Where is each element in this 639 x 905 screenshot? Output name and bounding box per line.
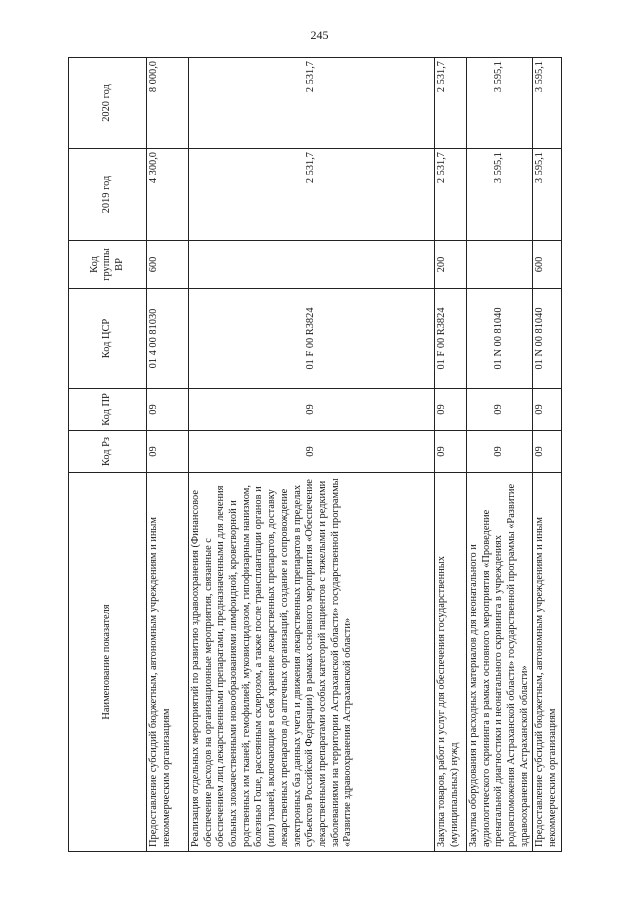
row-pr: 09 xyxy=(147,389,189,431)
row-2020: 2 531,7 xyxy=(189,58,435,149)
header-csr: Код ЦСР xyxy=(69,289,147,389)
row-2019: 4 300,0 xyxy=(147,149,189,241)
row-csr: 01 N 00 81040 xyxy=(533,289,561,389)
row-name: Закупка товаров, работ и услуг для обеспечения государственных (муниципальных) нужд xyxy=(435,473,467,852)
table-row xyxy=(533,58,561,852)
row-pr: 09 xyxy=(435,389,467,431)
row-vr: 600 xyxy=(147,241,189,289)
budget-table xyxy=(68,57,562,852)
table-row xyxy=(467,58,533,852)
header-rz: Код Рз xyxy=(69,431,147,473)
row-pr: 09 xyxy=(533,389,561,431)
row-name: Реализация отдельных мероприятий по развитию здравоохранения (Финансовое обеспечение расходов на организационные мероприятия, связанные с обеспечением лиц лекарственными препаратами, предназначенными для лечения больных злокачественными новообразованиями лимфоидной, кроветворной и родственных им тканей, гемофилией, муковисцидозом, гипофизарным нанизмом, болезнью Гоше, рассеянным склерозом, а также после трансплантации органов и (или) тканей, включающие в себя хранение лекарственных препаратов, доставку лекарственных препаратов до аптечных организаций, создание и сопровождение электронных баз данных учета и движения лекарственных препаратов в пределах субъектов Российской Федерации) в рамках основного мероприятия «Обеспечение лекарственными препаратами особых категорий пациентов с тяжелыми и редкими заболеваниями на территории Астраханской области» государственной программы «Развитие здравоохранения Астраханской области» xyxy=(189,473,435,852)
table-row xyxy=(147,58,189,852)
row-2020: 8 000,0 xyxy=(147,58,189,149)
header-name: Наименование показателя xyxy=(69,473,147,852)
row-vr: 600 xyxy=(533,241,561,289)
row-2019: 3 595,1 xyxy=(533,149,561,241)
row-csr: 01 F 00 R3824 xyxy=(189,289,435,389)
table-row xyxy=(189,58,435,852)
row-csr: 01 4 00 81030 xyxy=(147,289,189,389)
row-2019: 2 531,7 xyxy=(435,149,467,241)
row-name: Предоставление субсидий бюджетным, автономным учреждениям и иным некоммерческим организациям xyxy=(533,473,561,852)
row-name: Закупка оборудования и расходных материалов для неонатального и аудиологического скрининга в рамках основного мероприятия «Проведение пренатальной диагностики и неонатального скрининга в учреждениях родовспоможения Астраханской области» государственной программы «Развитие здравоохранения Астраханской области» xyxy=(467,473,533,852)
row-rz: 09 xyxy=(533,431,561,473)
rotated-table-container xyxy=(68,58,559,852)
row-pr: 09 xyxy=(467,389,533,431)
row-2020: 3 595,1 xyxy=(533,58,561,149)
header-vr: Код группы ВР xyxy=(69,241,147,289)
table-row xyxy=(435,58,467,852)
row-2019: 2 531,7 xyxy=(189,149,435,241)
row-2020: 3 595,1 xyxy=(467,58,533,149)
row-name: Предоставление субсидий бюджетным, автономным учреждениям и иным некоммерческим организациям xyxy=(147,473,189,852)
row-rz: 09 xyxy=(189,431,435,473)
header-2019: 2019 год xyxy=(69,149,147,241)
page-number: 245 xyxy=(310,28,329,42)
row-2019: 3 595,1 xyxy=(467,149,533,241)
row-rz: 09 xyxy=(147,431,189,473)
header-pr: Код ПР xyxy=(69,389,147,431)
row-pr: 09 xyxy=(189,389,435,431)
table-header-row xyxy=(69,58,147,852)
row-vr xyxy=(467,241,533,289)
row-vr xyxy=(189,241,435,289)
row-csr: 01 F 00 R3824 xyxy=(435,289,467,389)
row-rz: 09 xyxy=(435,431,467,473)
row-rz: 09 xyxy=(467,431,533,473)
row-2020: 2 531,7 xyxy=(435,58,467,149)
row-csr: 01 N 00 81040 xyxy=(467,289,533,389)
header-2020: 2020 год xyxy=(69,58,147,149)
row-vr: 200 xyxy=(435,241,467,289)
